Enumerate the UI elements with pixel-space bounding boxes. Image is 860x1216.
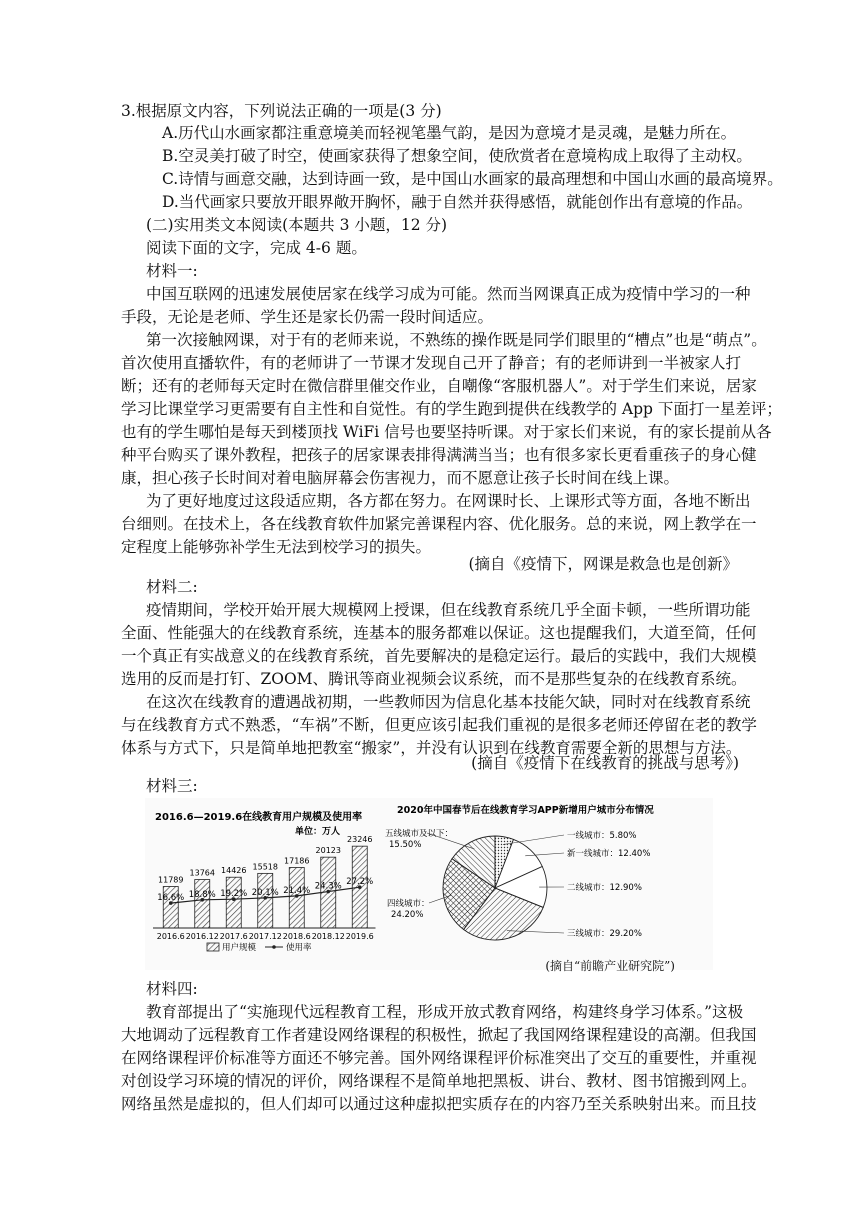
legend-swatch-users [207, 943, 219, 951]
material-1-line: 中国互联网的迅速发展使居家在线学习成为可能。然而当网课真正成为疫情中学习的一种 [146, 285, 751, 303]
material-2-line: 在这次在线教育的遭遇战初期，一些教师因为信息化基本技能欠缺，同时对在线教育系统 [146, 693, 751, 711]
material-1-line: 手段，无论是老师、学生还是家长仍需一段时间适应。 [121, 308, 494, 326]
material-2-line: 体系与方式下，只是简单地把教室“搬家”，并没有认识到在线教育需要全新的思想与方法。 [121, 739, 742, 757]
material-2-label: 材料二: [146, 578, 198, 596]
material-2-source: (摘自《疫情下在线教育的挑战与思考》) [471, 754, 739, 772]
material-4-line: 大地调动了远程教育工作者建设网络课程的积极性，掀起了我国网络课程建设的高潮。但我国 [121, 1026, 757, 1044]
x-tick-label: 2018.6 [282, 932, 311, 941]
option-d: D.当代画家只要放开眼界敞开胸怀，融于自然并获得感悟，就能创作出有意境的作品。 [162, 193, 753, 211]
material-2-line: 选用的反而是打钉、ZOOM、腾讯等商业视频会议系统，而不是那些复杂的在线教育系统。 [121, 670, 747, 688]
pie-chart [377, 798, 713, 970]
bar-value-label: 20123 [315, 846, 341, 856]
bar-chart-title: 2016.6—2019.6在线教育用户规模及使用率 [155, 812, 363, 823]
material-2-line: 一个真正有实战意义的在线教育系统，首先要解决的是稳定运行。最后的实践中，我们大规模 [121, 647, 757, 665]
x-tick-label: 2016.6 [156, 932, 185, 941]
bar-value-label: 13764 [189, 868, 215, 878]
rate-label: 24.3% [314, 881, 342, 892]
section-heading: (二)实用类文本阅读(本题共 3 小题，12 分) [146, 216, 448, 234]
pie-label: 五线城市及以下： [385, 829, 454, 839]
pie-label: 四线城市： [387, 899, 430, 909]
pie-chart-title: 2020年中国春节后在线教育学习APP新增用户城市分布情况 [397, 805, 654, 816]
rate-label: 21.4% [283, 885, 311, 896]
pie-label: 一线城市：5.80% [567, 831, 637, 841]
material-1-line: 第一次接触网课，对于有的老师来说，不熟练的操作既是同学们眼里的“槽点”也是“萌点”。 [146, 331, 767, 349]
material-1-line: 断；还有的老师每天定时在微信群里催交作业，自嘲像“客服机器人”。对于学生们来说，居家 [121, 377, 757, 395]
legend-marker-rate [272, 945, 276, 949]
bar-value-label: 11789 [158, 875, 184, 885]
material-3-source: (摘自“前瞻产业研究院”) [545, 959, 675, 973]
x-tick-label: 2019.6 [345, 932, 374, 941]
material-1-source: (摘自《疫情下，网课是救急也是创新》 [468, 555, 738, 573]
material-4-line: 对创设学习环境的情况的评价，网络课程不是简单地把黑板、讲台、教材、图书馆搬到网上。 [121, 1072, 757, 1090]
option-a: A.历代山水画家都注重意境美而轻视笔墨气韵，是因为意境才是灵魂，是魅力所在。 [162, 124, 737, 142]
pie-label: 三线城市：29.20% [567, 929, 642, 939]
rate-label: 27.2% [346, 877, 374, 888]
rate-label: 19.2% [220, 889, 248, 900]
bar-value-label: 14426 [221, 866, 247, 876]
user-bar [195, 880, 210, 928]
user-bar [289, 868, 304, 928]
material-3-label: 材料三: [146, 777, 198, 795]
rate-label: 16.6% [157, 893, 185, 904]
material-1-label: 材料一: [146, 262, 198, 280]
bar-chart [145, 798, 377, 970]
material-1-line: 学习比课堂学习更需要有自主性和自觉性。有的学生跑到提供在线教学的 App 下面打一星差评； [121, 400, 782, 418]
section-instruction: 阅读下面的文字，完成 4-6 题。 [146, 239, 367, 257]
pie-label: 新一线城市：12.40% [567, 849, 651, 859]
material-1-line: 也有的学生哪怕是每天到楼顶找 WiFi 信号也要坚持听课。对于家长们来说，有的家长提前从各 [121, 423, 772, 441]
material-4-line: 在网络课程评价标准等方面还不够完善。国外网络课程评价标准突出了交互的重要性，并重视 [121, 1049, 757, 1067]
material-4-line: 网络虽然是虚拟的，但人们却可以通过这种虚拟把实质存在的内容乃至关系映射出来。而且技 [121, 1095, 757, 1113]
material-2-line: 疫情期间，学校开始开展大规模网上授课，但在线教育系统几乎全面卡顿，一些所谓功能 [146, 601, 751, 619]
bar-value-label: 15518 [252, 862, 278, 872]
material-1-line: 种平台购买了课外教程，把孩子的居家课表排得满满当当；也有很多家长更看重孩子的身心健 [121, 446, 757, 464]
material-2-line: 全面、性能强大的在线教育系统，连基本的服务都难以保证。这也提醒我们，大道至简，任何 [121, 624, 757, 642]
material-1-line: 康，担心孩子长时间对着电脑屏幕会伤害视力，而不愿意让孩子长时间在线上课。 [121, 469, 680, 487]
user-bar [258, 873, 273, 928]
option-c: C.诗情与画意交融，达到诗画一致，是中国山水画家的最高理想和中国山水画的最高境界。 [162, 170, 783, 188]
question-3-stem: 3.根据原文内容，下列说法正确的一项是(3 分) [121, 102, 442, 120]
legend-label-users: 用户规模 [222, 943, 257, 953]
pie-pct-label: 15.50% [389, 840, 422, 850]
rate-label: 20.1% [251, 887, 279, 898]
x-tick-label: 2018.12 [311, 932, 345, 941]
pie-label: 二线城市：12.90% [567, 883, 642, 893]
material-4-label: 材料四: [146, 980, 198, 998]
material-1-line: 台细则。在技术上，各在线教育软件加紧完善课程内容、优化服务。总的来说，网上教学在一 [121, 515, 757, 533]
x-tick-label: 2016.12 [185, 932, 219, 941]
material-1-line: 为了更好地度过这段适应期，各方都在努力。在网课时长、上课形式等方面，各地不断出 [146, 492, 751, 510]
x-tick-label: 2017.6 [219, 932, 248, 941]
material-1-line: 首次使用直播软件，有的老师讲了一节课才发现自己开了静音；有的老师讲到一半被家人打 [121, 354, 742, 372]
bar-chart-unit: 单位：万人 [295, 827, 341, 837]
material-3-figure [145, 798, 713, 970]
material-2-line: 与在线教育方式不熟悉，“车祸”不断，但更应该引起我们重视的是很多老师还停留在老的教学 [121, 716, 757, 734]
user-bar [226, 877, 241, 928]
pie-pct-label: 24.20% [391, 910, 424, 920]
x-tick-label: 2017.12 [248, 932, 282, 941]
legend-label-rate: 使用率 [286, 943, 312, 953]
material-4-line: 教育部提出了“实施现代远程教育工程，形成开放式教育网络，构建终身学习体系。”这极 [146, 1003, 744, 1021]
bar-value-label: 17186 [284, 856, 310, 866]
bar-value-label: 23246 [347, 835, 373, 845]
rate-label: 18.8% [188, 889, 216, 900]
option-b: B.空灵美打破了时空，使画家获得了想象空间，使欣赏者在意境构成上取得了主动权。 [162, 147, 752, 165]
material-1-line: 定程度上能够弥补学生无法到校学习的损失。 [121, 538, 432, 556]
